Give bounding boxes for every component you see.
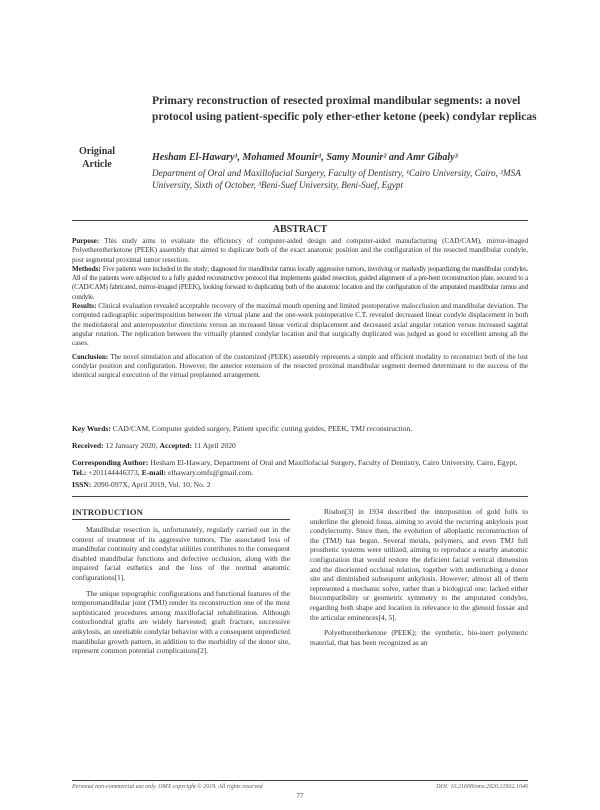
page-number: 77 [296,792,304,800]
abstract-body [72,237,528,380]
left-paragraph-1: Mandibular resection is, unfortunately, regularly carried out in the context of treatment of its aggressive tumors. The associated loss of mandibular continuity and condylar utilities contributes to the consequent disabled mandibular functions and defective occlusion, along with the impaired facial esthetics and the loss of the normal anatomic configurations[1]. [72,525,290,582]
abstract-methods: Methods: Five patients were included in the study; diagnosed for mandibular ramus locally aggressive tumors, involving or markedly jeopardizing the mandibular condyles. All of the patients were subjected to a fully guided reconstructive protocol that implements guided resection, guided alignment of a pre-bent reconstruction plate, secured to a (CAD/CAM) fabricated, mirror-imaged (PEEK), looking forward to duplicating both of the anatomic location and the configuration of the amputated mandibular ramus and condyle. [72,264,528,301]
author-email[interactable]: elhawary.omfs@gmail.com. [167,468,254,477]
footer-rule [72,780,528,781]
right-paragraph-1: Risdon[3] in 1934 described the interposition of gold foils to underline the glenoid fossa, aiming to avoid the recurring ankylosis post condylectomy. Since then, the evolution of alloplastic reconstruction of the (TMJ) has begun. Several metals, polymers, and even TMJ full prosthetic systems were utilized, aiming to reproduce a nearby anatomic configuration that would restore the deficient facial vertical dimension and the disoriented occlusal relation, together with undisturbing a donor site and diminished subsequent ankylosis. However; almost all of them represented a mechanic solve, rather than a biological one; lacked either biocompatibility or geometric symmetry to the amputated condyles, regarding both shape and location in relevance to the glenoid fossae and the articular eminences[4, 5]. [310,507,528,622]
left-paragraph-2: The unique topographic configurations and functional features of the temporomandibular joint (TMJ) render its reconstruction one of the most sophisticated procedures among maxillofacial rehabilitation. Although costochondral grafts are widely harvested; graft fracture, successive ankylosis, an unreliable condylar behavior with a consequent unpredicted mandibular growth pattern, in addition to the morbidity of the donor site, represent common potential complications[2]. [72,588,290,656]
body-top-rule [72,496,528,497]
article-type-line-2: Article [82,159,112,170]
doi[interactable]: DOI: 10.21608/omx.2020.21932.1046 [436,784,528,790]
affiliation: Department of Oral and Maxillofacial Surgery, Faculty of Dentistry, ¹Cairo University, Cairo, ²MSA University, Sixth of October, ³Beni-Suef University, Beni-Suef, Egypt [152,168,521,190]
received-accepted: Received: 12 January 2020, Accepted: 11 April 2020 [72,441,236,450]
abstract-heading: ABSTRACT [272,224,328,235]
article-type-label [62,145,132,171]
abstract-results: Results: Clinical evaluation revealed acceptable recovery of the maximal mouth opening and limited postoperative malocclusion and mandibular deviation. The computed radiographic superimposition between the virtual plane and the one-week postoperative C.T. revealed decreased linear condyle displacement in both the mediolateral and anteroposterior directions versus an increased linear vertical displacement and decreased axial angular rotation versus increased sagittal angular rotation. The replication between the virtually planned condylar location and that surgically duplicated was judged as good to excellent among all the cases. [72,302,528,348]
abstract-purpose: Purpose: This study aims to evaluate the efficiency of computer-aided design and computer-aided manufacturing (CAD/CAM), mirror-imaged Polyetheretherketone (PEEK) assembly that aimed to duplicate both of the exact anatomic position and the configuration of the resected mandibular condyle, post segmental proximal tumor resection. [72,237,528,264]
copyright-notice: Personal non-commercial use only. OMX copyright © 2019. All rights reserved [72,784,263,790]
key-words: Key Words: CAD/CAM, Computer guided surgery, Patient specific cutting guides, PEEK, TMJ reconstruction. [72,424,413,433]
corresponding-author: Corresponding Author: Hesham El-Hawary, Department of Oral and Maxillofacial Surgery, Faculty of Dentistry, Cairo University, Cairo, Egypt, Tel.: +201144446373, E-mail: elhawary.omfs@gmail.com. [72,458,518,477]
introduction-heading: INTRODUCTION [72,507,144,517]
left-column [72,525,290,662]
article-type-line-1: Original [78,146,116,157]
right-paragraph-2: Polyetheretherketone (PEEK); the synthetic, bio-inert polymeric material, that has been recognized as an [310,628,528,647]
right-column [310,507,528,653]
issn: ISSN: 2090-097X, April 2019, Vol. 10, No. 2 [72,480,211,489]
introduction-underline [72,519,290,520]
abstract-top-rule [72,220,528,221]
abstract-conclusion: Conclusion: The novel simulation and allocation of the customized (PEEK) assembly represents a simple and efficient modality to reconstruct both of the lost condylar position and configuration. However, the anterior extension of the resected proximal mandibular segment deemed determinant to the success of the identical surgical execution of the virtual preplanned arrangement. [72,352,528,380]
paper-title: Primary reconstruction of resected proximal mandibular segments: a novel protocol using patient-specific poly ether-ether ketone (peek) condylar replicas [152,95,537,123]
author-list: Hesham El-Hawary¹, Mohamed Mounir¹, Samy Mounir² and Amr Gibaly³ [152,152,458,163]
